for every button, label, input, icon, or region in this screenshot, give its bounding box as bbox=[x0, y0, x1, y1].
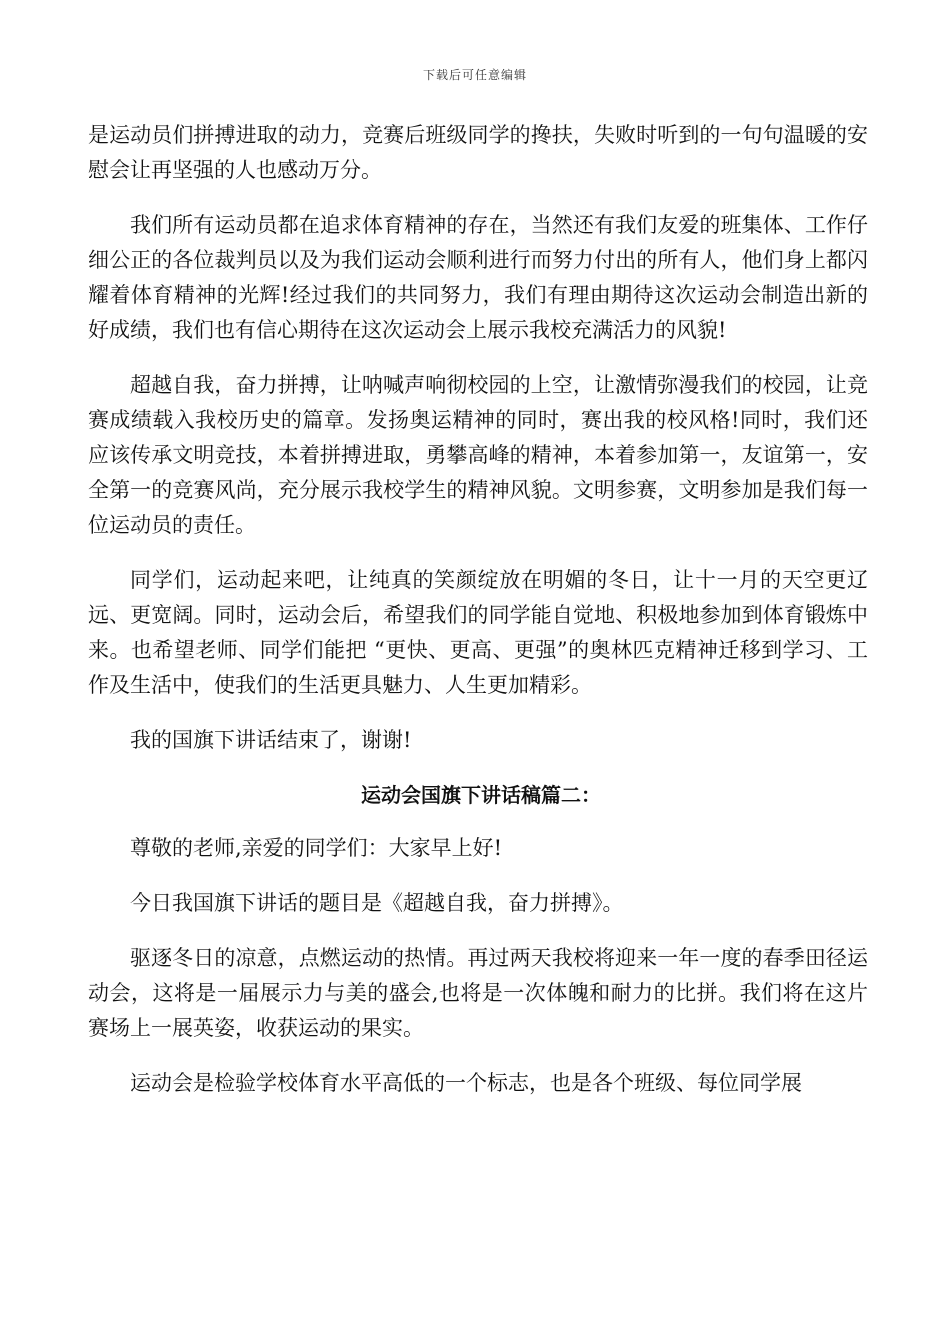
paragraph-speech-topic: 今日我国旗下讲话的题目是《超越自我，奋力拼搏》。 bbox=[130, 891, 624, 915]
paragraph-sports-spirit: 我们所有运动员都在追求体育精神的存在，当然还有我们友爱的班集体、工作仔细公正的各位裁判员以及为我们运动会顺利进行而努力付出的所有人，他们身上都闪耀着体育精神的光辉!经过我们的共同努力，我们有理由期待这次运动会制造出新的好成绩，我们也有信心期待在这次运动会上展示我校充满活力的风貌! bbox=[88, 213, 868, 342]
paragraph-track-meet: 驱逐冬日的凉意，点燃运动的热情。再过两天我校将迎来一年一度的春季田径运动会，这将是一届展示力与美的盛会,也将是一次体魄和耐力的比拼。我们将在这片赛场上一展英姿，收获运动的果实。 bbox=[88, 946, 868, 1040]
paragraph-greeting: 尊敬的老师,亲爱的同学们：大家早上好! bbox=[130, 836, 503, 860]
page-header: 下载后可任意编辑 bbox=[422, 68, 527, 82]
paragraph-closing-thanks: 我的国旗下讲话结束了，谢谢! bbox=[130, 728, 412, 752]
paragraph-continued: 是运动员们拼搏进取的动力，竞赛后班级同学的搀扶，失败时听到的一句句温暖的安慰会让再坚强的人也感动万分。 bbox=[88, 123, 868, 182]
paragraph-surpass-self: 超越自我，奋力拼搏，让呐喊声响彻校园的上空，让激情弥漫我们的校园，让竞赛成绩载入我校历史的篇章。发扬奥运精神的同时，赛出我的校风格!同时，我们还应该传承文明竞技，本着拼搏进取，勇攀高峰的精神，本着参加第一，友谊第一，安全第一的竞赛风尚，充分展示我校学生的精神风貌。文明参赛，文明参加是我们每一位运动员的责任。 bbox=[88, 373, 868, 537]
paragraph-get-moving: 同学们，运动起来吧，让纯真的笑颜绽放在明媚的冬日，让十一月的天空更辽远、更宽阔。同时，运动会后，希望我们的同学能自觉地、积极地参加到体育锻炼中来。也希望老师、同学们能把 “更快、更高、更强”的奥林匹克精神迁移到学习、工作及生活中，使我们的生活更具魅力、人生更加精彩。 bbox=[88, 568, 868, 697]
section-heading: 运动会国旗下讲话稿篇二： bbox=[361, 783, 601, 807]
document-body bbox=[88, 118, 868, 1101]
paragraph-sports-meet-standard: 运动会是检验学校体育水平高低的一个标志，也是各个班级、每位同学展 bbox=[130, 1071, 802, 1095]
